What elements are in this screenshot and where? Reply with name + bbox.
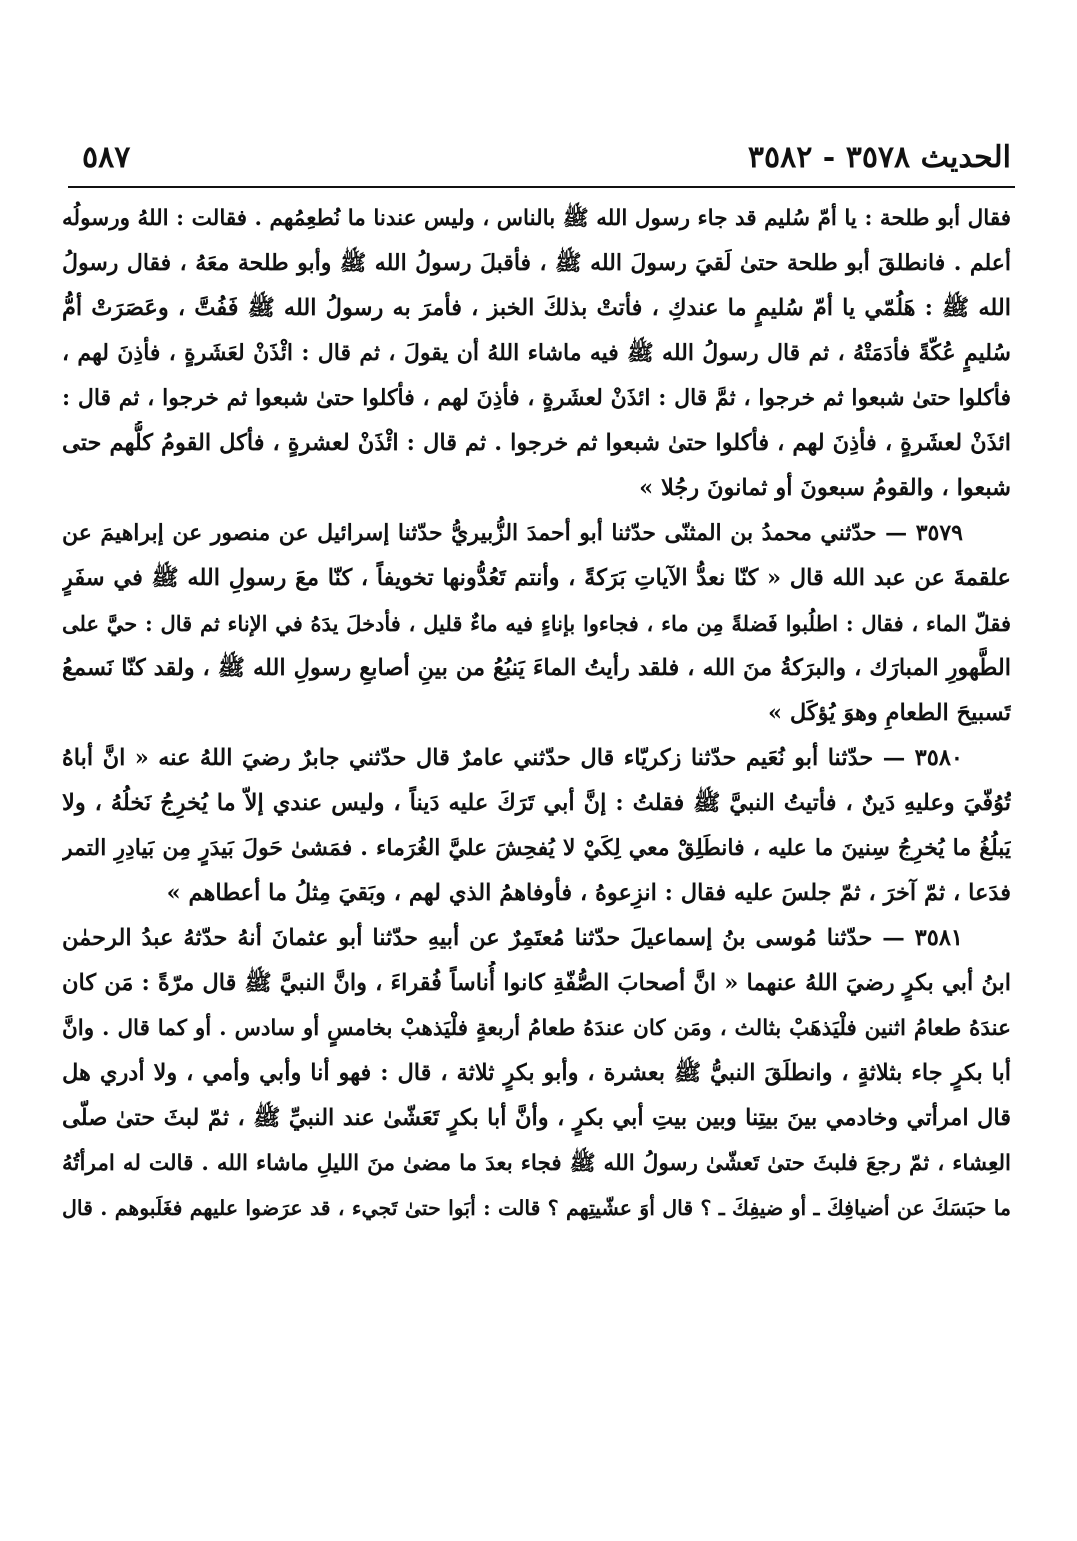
page-number: ٥٨٧ [82, 140, 131, 175]
text-line: عندَهُ طعامُ اثنين فلْيَذهَبْ بثالث ، ومَن كان عندَهُ طعامُ أربعةٍ فلْيَذهبْ بخامسٍ أو سادس . أو كما قال . وانَّ [62, 1016, 1011, 1041]
text-line: الله ﷺ : هَلُمّي يا أمّ سُليمٍ ما عندكِ ، فأتتْ بذلكَ الخبز ، فأمرَ به رسولُ الله ﷺ فَفُتَّ ، وعَصَرَتْ أمُّ [62, 295, 1011, 321]
page-header [82, 140, 1011, 184]
text-line: علقمةَ عن عبد الله قال « كنّا نعدُّ الآياتِ بَرَكةً ، وأنتم تَعُدُّونها تخويفاً ، كنّا معَ رسولِ الله ﷺ في سفَرٍ [62, 565, 1011, 591]
text-line: شبعوا ، والقومُ سبعونَ أو ثمانونَ رجُلا » [639, 475, 1011, 501]
text-line: العِشاء ، ثمّ رجعَ فلبثَ حتىٰ تَعشّىٰ رسولُ الله ﷺ فجاء بعدَ ما مضىٰ منَ الليلِ ماشاء الله . قالت له امرأتُهُ [62, 1151, 1011, 1176]
text-line: فأكلوا حتىٰ شبعوا ثم خرجوا ، ثمَّ قال : ائذَنْ لعشَرةٍ ، فأذِنَ لهم ، فأكلوا حتىٰ شبعوا ثم خرجوا ، ثم قال : [62, 385, 1011, 411]
text-line: تُوُفّيَ وعليهِ دَينٌ ، فأتيتُ النبيَّ ﷺ فقلتُ : إنَّ أبي تَرَكَ عليه دَيناً ، وليس عندي إلاّ ما يُخرِجُ نَخلُهُ ، ولا [62, 790, 1011, 816]
text-line: فقلّ الماء ، فقال : اطلُبوا فَضلةً مِن ماء ، فجاءوا بإناءٍ فيه ماءٌ قليل ، فأدخلَ يدَهُ في الإناء ثم قال : حيَّ على [62, 611, 1011, 636]
text-line: ابنُ أبي بكرٍ رضيَ اللهُ عنهما « انَّ أصحابَ الصُّفّةِ كانوا أُناساً فُقراءَ ، وانَّ النبيَّ ﷺ قال مرّةً : مَن كان [62, 970, 1011, 996]
text-line: أعلم . فانطلقَ أبو طلحة حتىٰ لَقيَ رسولَ الله ﷺ ، فأقبلَ رسولُ الله ﷺ وأبو طلحة معَهُ ، فقال رسولُ [62, 250, 1011, 276]
text-line: ٣٥٨٠ — حدّثنا أبو نُعَيم حدّثنا زكريّاء قال حدّثني عامرٌ قال حدّثني جابرٌ رضيَ اللهُ عنه « انَّ أباهُ [62, 745, 963, 771]
text-line: فدَعا ، ثمّ آخرَ ، ثمّ جلسَ عليه فقال : انزِعوهُ ، فأوفاهمُ الذي لهم ، وبَقيَ مِثلُ ما أعطاهم » [166, 880, 1011, 906]
text-line: قال امرأتي وخادمي بينَ بيتِنا وبين بيتِ أبي بكرٍ ، وأنَّ أبا بكرٍ تَعَشّىٰ عند النبيِّ ﷺ ، ثمّ لبثَ حتىٰ صلّى [62, 1105, 1011, 1131]
text-line: ٣٥٧٩ — حدّثني محمدُ بن المثنّى حدّثنا أبو أحمدَ الزُّبيريُّ حدّثنا إسرائيل عن منصور عن إبراهيمَ عن [62, 520, 963, 546]
text-line: ما حبَسَكَ عن أضيافِكَ ـ أو ضيفِكَ ـ ؟ قال أوَ عشّيتِهم ؟ قالت : أبَوا حتىٰ تَجيء ، قد عرَضوا عليهم فغَلَبوهم . قال [62, 1196, 1011, 1220]
running-head-title: الحديث ٣٥٧٨ - ٣٥٨٢ [747, 140, 1011, 175]
text-line: تَسبيحَ الطعامِ وهوَ يُؤكَل » [767, 700, 1011, 726]
hadith-text-body [62, 196, 1011, 1231]
text-line: الطَّهورِ المبارَك ، والبرَكةُ منَ الله ، فلقد رأيتُ الماءَ يَنبُعُ من بينِ أصابعِ رسولِ الله ﷺ ، ولقد كنّا نَسمعُ [62, 655, 1011, 681]
text-line: سُليمٍ عُكّةً فأدَمَتْهُ ، ثم قال رسولُ الله ﷺ فيه ماشاء اللهُ أن يقولَ ، ثم قال : ائْذَنْ لعَشَرةٍ ، فأذِنَ لهم ، [62, 340, 1011, 366]
header-rule [68, 186, 1015, 188]
text-line: أبا بكرٍ جاء بثلاثةٍ ، وانطلَقَ النبيُّ ﷺ بعشرة ، وأبو بكرٍ ثلاثة ، قال : فهو أنا وأبي وأمي ، ولا أدري هل [62, 1060, 1011, 1086]
text-line: يَبلُغُ ما يُخرِجُ سِنينَ ما عليه ، فانطَلِقْ معي لِكَيْ لا يُفحِشَ عليَّ الغُرَماء . فمَشىٰ حَولَ بَيدَرٍ مِن بَيادِرِ التمر [62, 835, 1011, 861]
text-line: ائذَنْ لعشَرةٍ ، فأذِنَ لهم ، فأكلوا حتىٰ شبعوا ثم خرجوا . ثم قال : ائْذَنْ لعشرةٍ ، فأكل القومُ كلُّهم حتى [62, 430, 1011, 456]
text-line: ٣٥٨١ — حدّثنا مُوسى بنُ إسماعيلَ حدّثنا مُعتَمِرٌ عن أبيهِ حدّثنا أبو عثمانَ أنهُ حدّثهُ عبدُ الرحمٰن [62, 925, 963, 951]
text-line: فقال أبو طلحة : يا أمّ سُليم قد جاء رسول الله ﷺ بالناس ، وليس عندنا ما نُطعِمُهم . فقالت : اللهُ ورسولُه [62, 206, 1011, 231]
